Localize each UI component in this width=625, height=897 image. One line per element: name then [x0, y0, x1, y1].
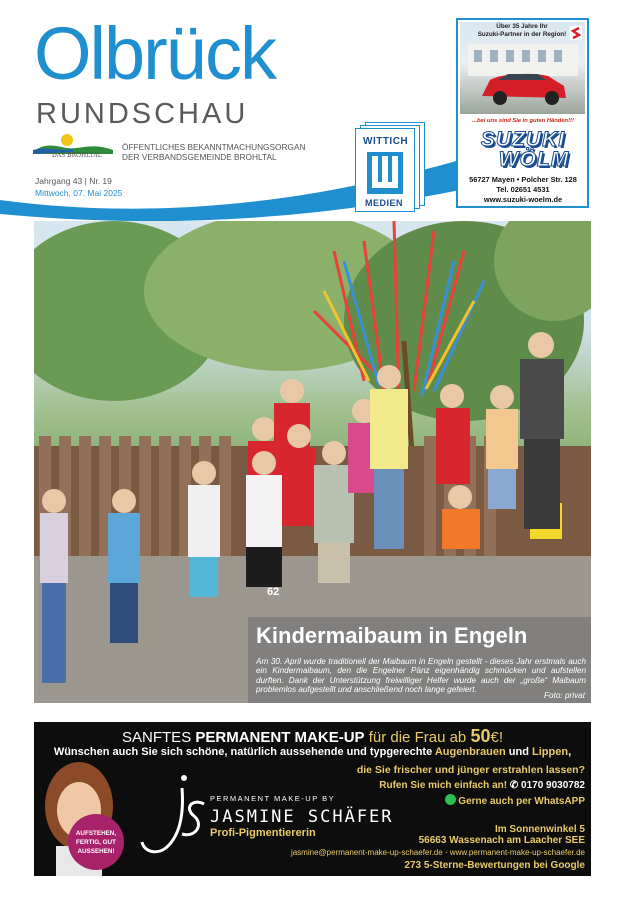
cover-text: Am 30. April wurde traditionell der Maibaum in Engeln gestellt - dieses Jahr erstmals auch ein Kindermaibaum, den die Engelner Pänz eigenhändig schmücken und aufstellen durften. Dank der Unterstützung freiwilliger Helfer wurde auch der „große“ Maibaum problemlos aufgestellt und anschließend noch lange gefeiert. — [256, 657, 586, 695]
whatsapp-icon — [445, 794, 456, 805]
shirt-number: 62 — [267, 586, 280, 598]
makeup-subline-pre: Wünschen auch Sie sich schöne, natürlich aussehende und typgerechte — [53, 746, 435, 758]
makeup-lips: Lippen — [532, 746, 569, 758]
suzuki-website[interactable]: www.suzuki-woelm.de — [483, 195, 563, 204]
suzuki-woelm-ad[interactable] — [456, 18, 589, 208]
brohltal-logo-text: DAS BROHLTAL — [52, 152, 102, 159]
organ-line-1: ÖFFENTLICHES BEKANNTMACHUNGSORGAN — [122, 142, 306, 152]
makeup-headline-pre: SANFTES — [122, 729, 196, 746]
permanent-makeup-ad[interactable] — [34, 722, 591, 876]
cover-headline: Kindermaibaum in Engeln — [256, 623, 528, 648]
makeup-call — [379, 780, 585, 791]
organ-line-2: DER VERBANDSGEMEINDE BROHLTAL — [122, 152, 277, 162]
makeup-headline-mid: für die Frau ab — [364, 729, 471, 746]
makeup-reviews — [404, 860, 585, 871]
js-monogram-icon — [138, 774, 208, 864]
medien-label: MEDIEN — [365, 198, 404, 208]
suzuki-s-logo-icon — [570, 26, 582, 40]
suzuki-headline — [476, 23, 568, 39]
suzuki-address: 56727 Mayen • Polcher Str. 128 — [469, 175, 577, 184]
makeup-address — [419, 824, 585, 846]
makeup-street: Im Sonnenwinkel 5 — [494, 824, 585, 835]
makeup-whatsapp-text[interactable]: Gerne auch per WhatsAPP — [458, 796, 585, 807]
makeup-question — [357, 764, 585, 776]
photo-credit: Foto: privat — [544, 691, 585, 700]
makeup-slogan-badge: AUFSTEHEN, FERTIG, GUT AUSSEHEN! — [68, 814, 124, 870]
suzuki-headline-1: Über 35 Jahre Ihr — [496, 23, 548, 30]
suzuki-brand: SUZUKI — [480, 128, 566, 151]
phone-icon: ✆ — [509, 780, 519, 791]
makeup-phone[interactable]: 0170 9030782 — [521, 780, 585, 791]
issue-date: Mittwoch, 07. Mai 2025 — [35, 188, 123, 198]
official-organ-label — [122, 142, 305, 162]
makeup-brand-small: PERMANENT MAKE-UP BY — [210, 794, 336, 803]
makeup-brand-name: JASMINE SCHÄFER — [210, 807, 394, 827]
makeup-headline — [34, 726, 591, 747]
makeup-currency: € — [490, 729, 499, 746]
makeup-headline-end: ! — [498, 729, 503, 746]
woelm-brand: WÖLM — [498, 148, 570, 171]
suzuki-phone: Tel. 02651 4531 — [496, 185, 550, 194]
makeup-eyebrows: Augenbrauen — [434, 746, 506, 758]
issue-number: Jahrgang 43 | Nr. 19 — [35, 176, 112, 186]
makeup-whatsapp — [445, 794, 585, 807]
makeup-subline-mid: und — [505, 746, 533, 758]
makeup-brand-sub: Profi-Pigmentiererin — [210, 827, 316, 839]
makeup-contact-text[interactable]: jasmine@permanent-make-up-schaefer.de · www.permanent-make-up-schaefer.de — [290, 848, 585, 857]
makeup-question-text: die Sie frischer und jünger erstrahlen lassen? — [356, 764, 585, 776]
wittich-label: WITTICH — [363, 136, 409, 147]
makeup-call-text: Rufen Sie mich einfach an! — [379, 780, 508, 791]
cover-caption — [248, 617, 591, 703]
newspaper-subtitle: RUNDSCHAU — [36, 98, 249, 130]
makeup-headline-bold: PERMANENT MAKE-UP — [195, 729, 365, 746]
newspaper-title: Olbrück — [34, 12, 275, 95]
makeup-subline-end: , — [568, 746, 572, 758]
makeup-price: 50 — [470, 726, 491, 746]
suzuki-contact — [460, 175, 586, 205]
makeup-reviews-text: 273 5-Sterne-Bewertungen bei Google — [404, 860, 585, 871]
makeup-city: 56663 Wassenach am Laacher SEE — [418, 835, 585, 846]
cover-photo — [34, 221, 591, 703]
suzuki-tagline: ...bei uns sind Sie in guten Händen!!! — [472, 118, 574, 124]
suzuki-headline-2: Suzuki-Partner in der Region! — [477, 31, 567, 38]
wittich-medien-logo — [355, 122, 425, 212]
wittich-w-icon — [367, 152, 403, 194]
makeup-contact — [291, 848, 585, 857]
brohltal-logo-icon — [33, 132, 113, 164]
